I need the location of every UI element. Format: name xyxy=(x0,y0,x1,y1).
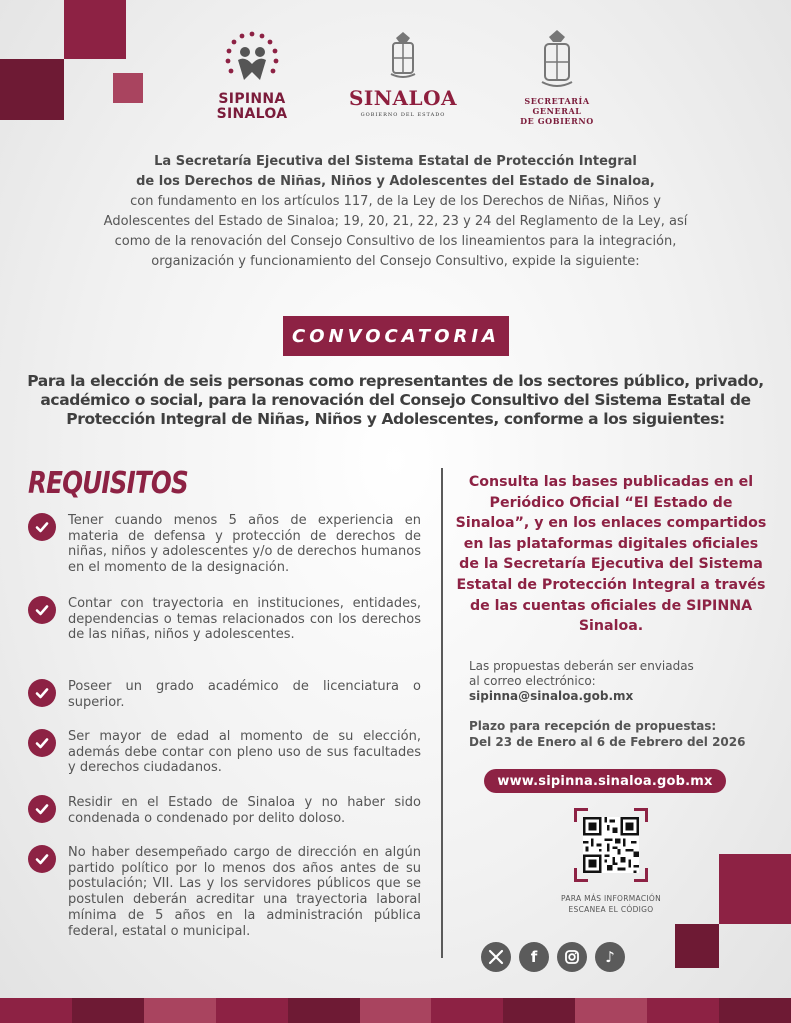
sinaloa-coat-of-arms-icon xyxy=(388,30,418,82)
facebook-icon[interactable]: f xyxy=(519,942,549,972)
qr-caption-line: PARA MÁS INFORMACIÓN xyxy=(560,894,662,903)
check-icon xyxy=(28,729,56,757)
plazo-label: Plazo para recepción de propuestas: xyxy=(469,719,717,733)
plazo-propuestas xyxy=(469,718,769,750)
envio-line: al correo electrónico: xyxy=(469,674,596,688)
sipinna-logo xyxy=(210,30,294,122)
check-icon xyxy=(28,679,56,707)
requisitos-heading: REQUISITOS xyxy=(28,466,188,501)
check-icon xyxy=(28,513,56,541)
decor-square xyxy=(675,924,719,968)
sinaloa-logo xyxy=(340,30,466,118)
requisito-text: Contar con trayectoria en instituciones, entidades, dependencias o temas relacionados con los derechos de las niñas, niños y adolescentes. xyxy=(68,596,421,643)
footer-segment xyxy=(72,998,144,1023)
intro-body: con fundamento en los artículos 117, de la Ley de los Derechos de Niñas, Niños y Adolescentes del Estado de Sinaloa; 19, 20, 21, 22, 23 y 24 del Reglamento de la Ley, así como de la renovación del Consejo Consultivo de los lineamientos para la integración, organización y funcionamiento del Consejo Consultivo, expide la siguiente: xyxy=(103,194,688,269)
footer-segment xyxy=(503,998,575,1023)
sinaloa-logo-text: SINALOA xyxy=(348,86,458,110)
requisito-item xyxy=(28,596,421,643)
footer-segment xyxy=(360,998,432,1023)
requisito-item xyxy=(28,679,421,710)
website-url[interactable]: www.sipinna.sinaloa.gob.mx xyxy=(497,773,713,789)
x-icon[interactable] xyxy=(481,942,511,972)
footer-segment xyxy=(216,998,288,1023)
qr-code xyxy=(574,808,648,882)
check-icon xyxy=(28,795,56,823)
envio-line: Las propuestas deberán ser enviadas xyxy=(469,659,694,673)
intro-bold-line: de los Derechos de Niñas, Niños y Adolescentes del Estado de Sinaloa, xyxy=(136,174,655,189)
requisito-text: No haber desempeñado cargo de dirección en algún partido político por lo menos dos años antes de su postulación; VII. Las y los servidores públicos que se postulen deberán acreditar una trayectoria laboral mínima de 5 años en la administración pública federal, estatal o municipal. xyxy=(68,845,421,939)
consulta-bases-text: Consulta las bases publicadas en el Periódico Oficial “El Estado de Sinaloa”, y en los enlaces compartidos en las plataformas digitales oficiales de la Secretaría Ejecutiva del Sistema Estatal de Protección Integral a través de las cuentas oficiales de SIPINNA Sinaloa. xyxy=(455,474,767,635)
convocatoria-banner xyxy=(283,316,509,356)
footer-segment xyxy=(431,998,503,1023)
sipinna-emblem-icon xyxy=(220,30,284,88)
requisito-item xyxy=(28,729,421,776)
check-icon xyxy=(28,596,56,624)
tiktok-icon[interactable]: ♪ xyxy=(595,942,625,972)
qr-caption xyxy=(548,893,674,915)
intro-paragraph xyxy=(90,152,701,272)
requisito-item xyxy=(28,795,421,826)
qr-caption-line: ESCANEA EL CÓDIGO xyxy=(568,905,654,914)
sinaloa-logo-subtitle: GOBIERNO DEL ESTADO xyxy=(360,112,446,118)
qr-code-image xyxy=(583,817,639,873)
requisito-item xyxy=(28,513,421,576)
intro-bold-line: La Secretaría Ejecutiva del Sistema Estatal de Protección Integral xyxy=(154,154,637,169)
envio-email[interactable]: sipinna@sinaloa.gob.mx xyxy=(469,689,634,703)
footer-segment xyxy=(719,998,791,1023)
sgg-logo-line: SECRETARÍA GENERAL xyxy=(524,96,590,116)
footer-color-strip xyxy=(0,998,791,1023)
envio-propuestas xyxy=(469,659,769,704)
sgg-coat-of-arms-icon xyxy=(539,28,575,92)
instagram-icon[interactable] xyxy=(557,942,587,972)
footer-segment xyxy=(647,998,719,1023)
decor-square xyxy=(719,854,791,924)
check-icon xyxy=(28,845,56,873)
footer-segment xyxy=(575,998,647,1023)
footer-segment xyxy=(0,998,72,1023)
requisito-item xyxy=(28,845,421,939)
plazo-dates: Del 23 de Enero al 6 de Febrero del 2026 xyxy=(469,735,746,749)
website-link[interactable] xyxy=(484,769,726,793)
purpose-statement: Para la elección de seis personas como representantes de los sectores público, privado, académico o social, para la renovación del Consejo Consultivo del Sistema Estatal de Protección Integral de Niñas, Niños y Adolescentes, conforme a los siguientes: xyxy=(27,372,764,428)
social-links xyxy=(481,942,625,972)
sgg-logo xyxy=(500,28,614,126)
column-divider xyxy=(441,468,443,958)
footer-segment xyxy=(288,998,360,1023)
sipinna-logo-line: SINALOA xyxy=(216,106,288,122)
logos-header xyxy=(0,28,791,128)
requisito-text: Ser mayor de edad al momento de su elección, además debe contar con pleno uso de sus facultades y derechos ciudadanos. xyxy=(68,729,421,776)
sgg-logo-line: DE GOBIERNO xyxy=(520,116,594,126)
convocatoria-title: CONVOCATORIA xyxy=(292,325,500,347)
requisito-text: Poseer un grado académico de licenciatura o superior. xyxy=(68,679,421,710)
sipinna-logo-line: SIPINNA xyxy=(218,91,286,107)
requisito-text: Tener cuando menos 5 años de experiencia en materia de defensa y protección de derechos de niñas, niños y adolescentes y/o de derechos humanos en el momento de la designación. xyxy=(68,513,421,576)
requisito-text: Residir en el Estado de Sinaloa y no haber sido condenada o condenado por delito doloso. xyxy=(68,795,421,826)
footer-segment xyxy=(144,998,216,1023)
